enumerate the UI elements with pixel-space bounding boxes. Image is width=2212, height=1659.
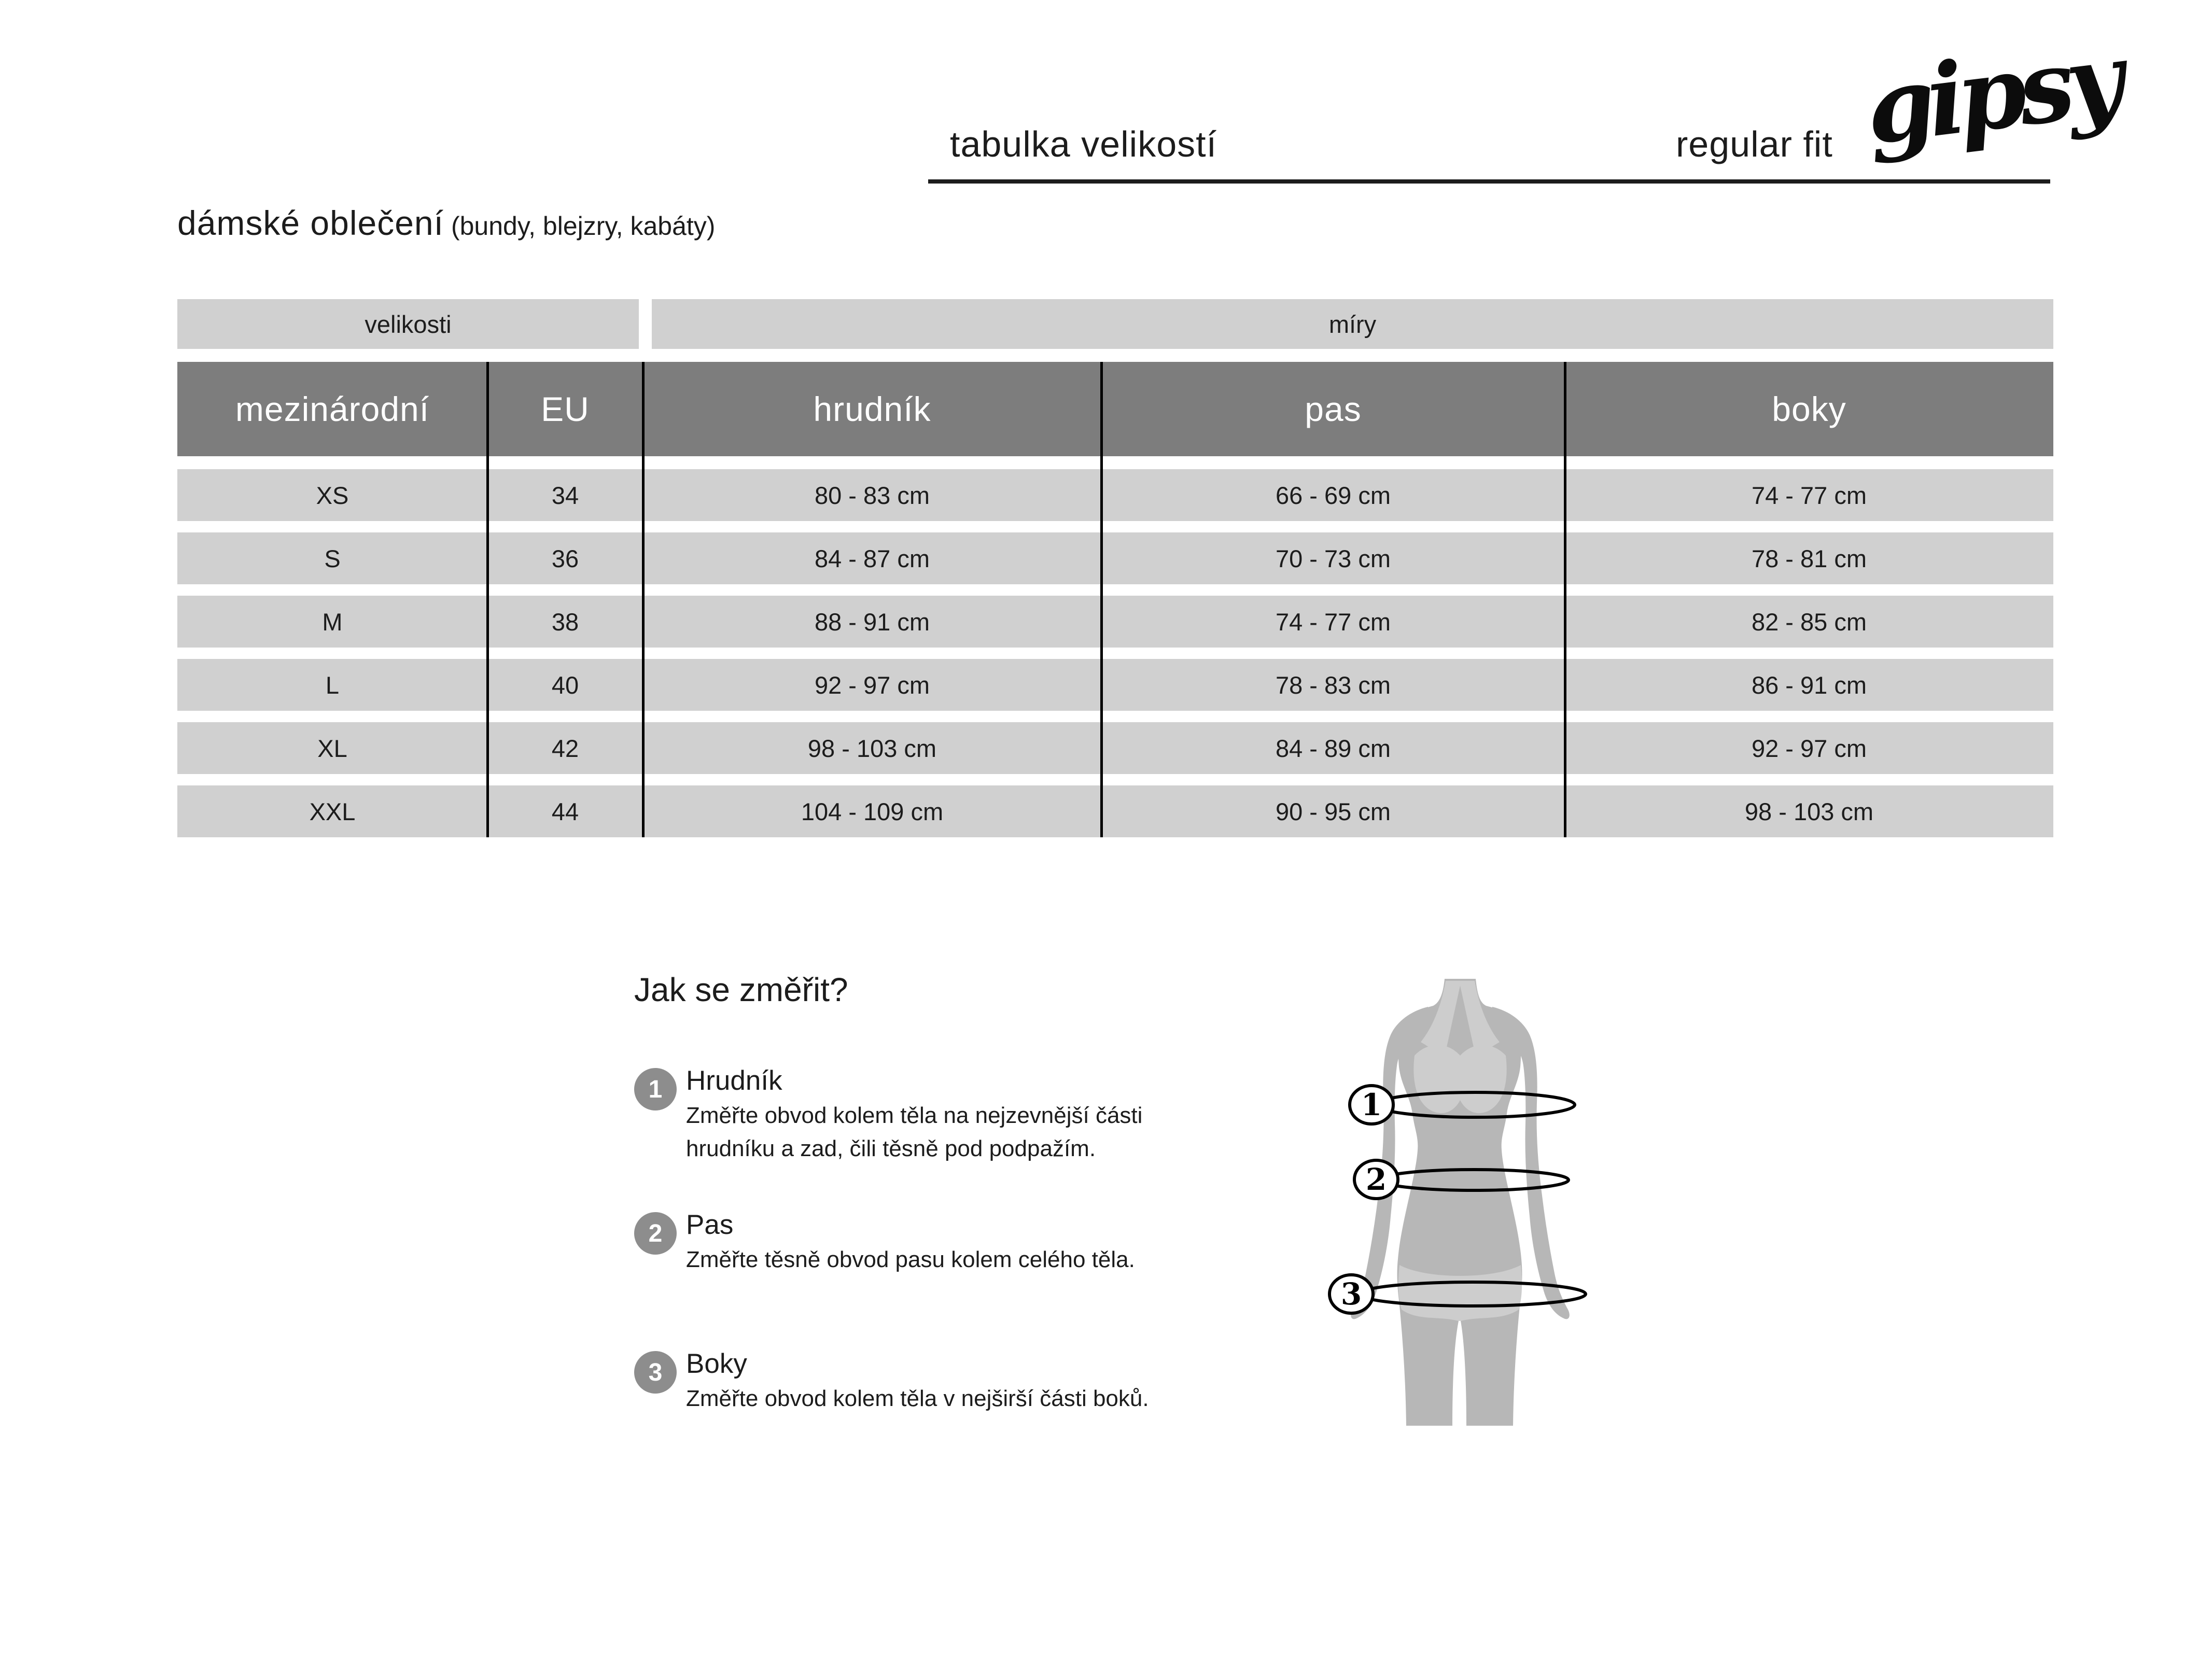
table-row <box>177 469 2053 521</box>
howto-title: Jak se změřit? <box>634 971 848 1008</box>
column-header-hips: boky <box>1772 390 1846 428</box>
step-label: Boky <box>686 1348 747 1379</box>
table-row <box>177 659 2053 711</box>
page-title: tabulka velikostí <box>950 124 1217 164</box>
body-measurement-figure <box>1327 979 1597 1426</box>
step-number-badge: 3 <box>634 1351 677 1394</box>
column-header-chest: hrudník <box>813 390 931 428</box>
column-divider <box>1564 362 1566 837</box>
cell-hips: 82 - 85 cm <box>1751 608 1867 636</box>
section-title <box>177 203 715 243</box>
cell-chest: 80 - 83 cm <box>814 481 930 509</box>
table-row <box>177 532 2053 584</box>
column-header-international: mezinárodní <box>235 390 430 428</box>
marker-number-2: 2 <box>1365 1162 1387 1197</box>
step-number-badge: 2 <box>634 1212 677 1255</box>
cell-chest: 88 - 91 cm <box>814 608 930 636</box>
cell-eu: 38 <box>551 608 579 636</box>
marker-number-3: 3 <box>1340 1276 1362 1312</box>
section-title-main: dámské oblečení <box>177 204 444 242</box>
section-title-sub: (bundy, blejzry, kabáty) <box>451 212 716 241</box>
column-divider <box>486 362 489 837</box>
cell-chest: 84 - 87 cm <box>814 544 930 572</box>
cell-hips: 92 - 97 cm <box>1751 734 1867 762</box>
group-header-sizes: velikosti <box>177 299 639 349</box>
table-row <box>177 596 2053 648</box>
cell-size: S <box>324 544 341 572</box>
table-header-row <box>177 362 2053 456</box>
step-description: Změřte těsně obvod pasu kolem celého těla. <box>686 1247 1135 1272</box>
cell-waist: 70 - 73 cm <box>1275 544 1391 572</box>
cell-waist: 78 - 83 cm <box>1275 671 1391 699</box>
column-header-eu: EU <box>541 390 590 428</box>
cell-hips: 78 - 81 cm <box>1751 544 1867 572</box>
fit-label: regular fit <box>1676 124 1833 164</box>
cell-chest: 104 - 109 cm <box>801 797 944 825</box>
step-number-badge: 1 <box>634 1068 677 1110</box>
column-divider <box>642 362 645 837</box>
cell-hips: 74 - 77 cm <box>1751 481 1867 509</box>
step-label: Pas <box>686 1210 734 1240</box>
cell-hips: 86 - 91 cm <box>1751 671 1867 699</box>
brand-logo: gipsy <box>1859 21 2123 167</box>
header-divider <box>928 179 2050 184</box>
cell-chest: 98 - 103 cm <box>807 734 937 762</box>
marker-number-1: 1 <box>1361 1087 1382 1122</box>
cell-size: XS <box>316 481 349 509</box>
column-divider <box>1100 362 1103 837</box>
size-table <box>177 299 2053 837</box>
cell-size: XXL <box>309 797 356 825</box>
column-header-waist: pas <box>1305 390 1362 428</box>
step-label: Hrudník <box>686 1065 782 1096</box>
cell-chest: 92 - 97 cm <box>814 671 930 699</box>
cell-size: L <box>325 671 340 699</box>
cell-waist: 90 - 95 cm <box>1275 797 1391 825</box>
cell-size: M <box>322 608 343 636</box>
table-row <box>177 785 2053 837</box>
step-description: Změřte obvod kolem těla na nejzevnější části hrudníku a zad, čili těsně pod podpažím. <box>686 1103 1143 1161</box>
cell-waist: 66 - 69 cm <box>1275 481 1391 509</box>
group-header-measures: míry <box>652 299 2053 349</box>
cell-hips: 98 - 103 cm <box>1744 797 1874 825</box>
step-description: Změřte obvod kolem těla v nejširší části boků. <box>686 1386 1149 1411</box>
cell-waist: 74 - 77 cm <box>1275 608 1391 636</box>
cell-eu: 44 <box>551 797 579 825</box>
cell-eu: 42 <box>551 734 579 762</box>
cell-size: XL <box>317 734 347 762</box>
cell-eu: 40 <box>551 671 579 699</box>
cell-eu: 34 <box>551 481 579 509</box>
cell-waist: 84 - 89 cm <box>1275 734 1391 762</box>
body-silhouette <box>1397 979 1522 1426</box>
table-row <box>177 722 2053 774</box>
cell-eu: 36 <box>551 544 579 572</box>
